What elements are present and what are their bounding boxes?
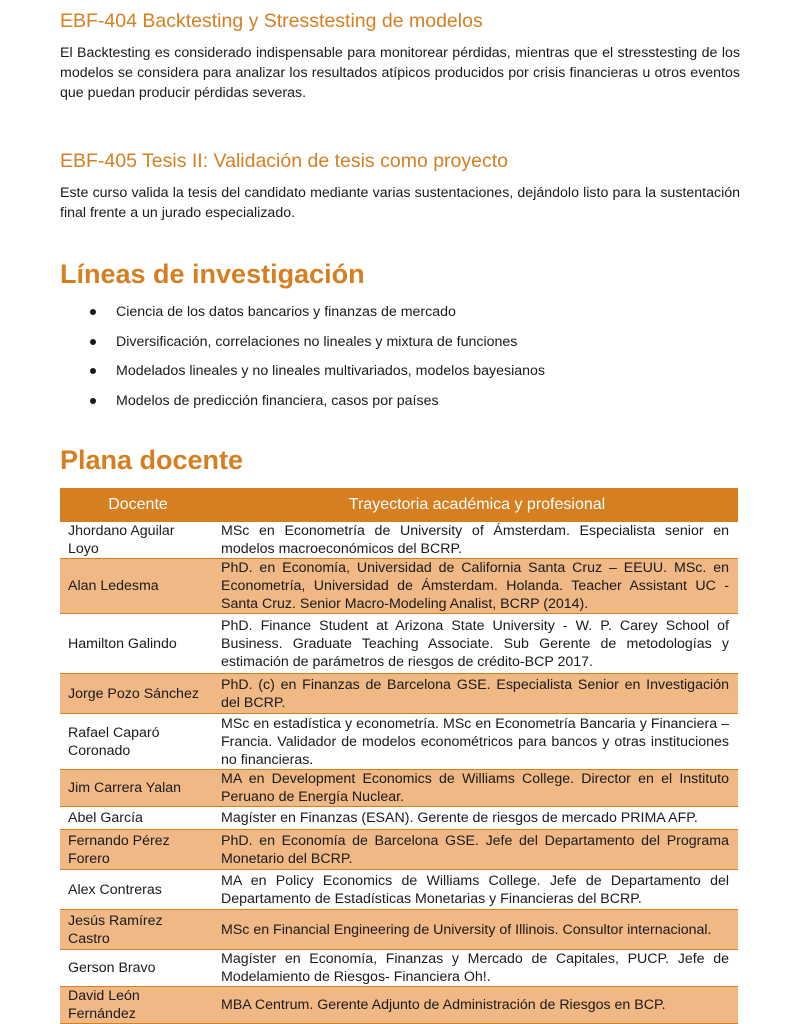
list-item xyxy=(60,302,740,332)
table-row xyxy=(60,770,738,807)
faculty-table xyxy=(60,488,738,1024)
table-row xyxy=(60,614,738,674)
faculty-name: Jim Carrera Yalan xyxy=(60,770,216,807)
faculty-profile: PhD. en Economía, Universidad de California Santa Cruz – EEUU. MSc. en Econometría, Universidad de Ámsterdam. Holanda. Teacher Assistant UC - Santa Cruz. Senior Macro-Modeling Analist, BCRP (2014). xyxy=(216,559,738,614)
faculty-profile: MSc en Financial Engineering de University of Illinois. Consultor internacional. xyxy=(216,910,738,950)
list-item xyxy=(60,332,740,362)
research-line-text: Ciencia de los datos bancarios y finanzas de mercado xyxy=(116,304,456,320)
bullet-icon xyxy=(90,309,96,315)
course-title-ebf-405: EBF-405 Tesis II: Validación de tesis como proyecto xyxy=(60,150,508,172)
faculty-profile: MSc en estadística y econometría. MSc en Econometría Bancaria y Financiera – Francia. Validador de modelos econométricos para bancos y otras instituciones no financieras. xyxy=(216,714,738,770)
research-line-text: Modelos de predicción financiera, casos por países xyxy=(116,392,439,409)
faculty-profile: PhD. en Economía de Barcelona GSE. Jefe del Departamento del Programa Monetario del BCRP. xyxy=(216,830,738,870)
faculty-name: Gerson Bravo xyxy=(60,950,216,987)
table-row xyxy=(60,830,738,870)
research-lines-list xyxy=(60,302,740,420)
faculty-profile: Magíster en Economía, Finanzas y Mercado de Capitales, PUCP. Jefe de Modelamiento de Riesgos- Financiera Oh!. xyxy=(216,950,738,987)
faculty-name: Alan Ledesma xyxy=(60,559,216,614)
course-description-ebf-404: El Backtesting es considerado indispensable para monitorear pérdidas, mientras que el stresstesting de los modelos se considera para analizar los resultados atípicos producidos por crisis financieras u otros eventos que puedan producir pérdidas severas. xyxy=(60,45,740,101)
faculty-profile: Magíster en Finanzas (ESAN). Gerente de riesgos de mercado PRIMA AFP. xyxy=(216,807,738,830)
faculty-name: Alex Contreras xyxy=(60,870,216,910)
faculty-name: David León Fernández xyxy=(60,987,216,1024)
column-header-trayectoria: Trayectoria académica y profesional xyxy=(216,488,738,522)
course-description-ebf-405: Este curso valida la tesis del candidato mediante varias sustentaciones, dejándolo listo para la sustentación final frente a un jurado especializado. xyxy=(60,185,740,221)
table-row xyxy=(60,559,738,614)
table-row xyxy=(60,950,738,987)
table-row xyxy=(60,714,738,770)
faculty-profile: PhD. (c) en Finanzas de Barcelona GSE. Especialista Senior en Investigación del BCRP. xyxy=(216,674,738,714)
table-row xyxy=(60,870,738,910)
course-title-ebf-404: EBF-404 Backtesting y Stresstesting de modelos xyxy=(60,10,483,32)
faculty-profile: MBA Centrum. Gerente Adjunto de Administración de Riesgos en BCP. xyxy=(216,987,738,1024)
faculty-profile: MA en Policy Economics de Williams College. Jefe de Departamento del Departamento de Estadísticas Monetarias y Financieras del BCRP. xyxy=(216,870,738,910)
research-line-text: Diversificación, correlaciones no lineales y mixtura de funciones xyxy=(116,333,518,350)
table-row xyxy=(60,522,738,559)
table-row xyxy=(60,910,738,950)
faculty-heading: Plana docente xyxy=(60,445,244,475)
list-item xyxy=(60,391,740,421)
bullet-icon xyxy=(90,398,96,404)
faculty-profile: MSc en Econometría de University of Ámsterdam. Especialista senior en modelos macroeconómicos del BCRP. xyxy=(216,522,738,559)
faculty-name: Rafael Caparó Coronado xyxy=(60,714,216,770)
faculty-name: Fernando Pérez Forero xyxy=(60,830,216,870)
column-header-docente: Docente xyxy=(60,488,216,522)
faculty-name: Abel García xyxy=(60,807,216,830)
faculty-profile: PhD. Finance Student at Arizona State University - W. P. Carey School of Business. Graduate Teaching Associate. Sub Gerente de metodologías y estimación de parámetros de riesgos de crédito-BCP 2017. xyxy=(216,614,738,674)
table-header-row xyxy=(60,488,738,522)
faculty-name: Hamilton Galindo xyxy=(60,614,216,674)
research-lines-heading: Líneas de investigación xyxy=(60,259,365,289)
bullet-icon xyxy=(90,339,96,345)
faculty-name: Jhordano Aguilar Loyo xyxy=(60,522,216,559)
faculty-name: Jesús Ramírez Castro xyxy=(60,910,216,950)
faculty-name: Jorge Pozo Sánchez xyxy=(60,674,216,714)
list-item xyxy=(60,361,740,391)
bullet-icon xyxy=(90,368,96,374)
table-row xyxy=(60,674,738,714)
faculty-profile: MA en Development Economics de Williams College. Director en el Instituto Peruano de Energía Nuclear. xyxy=(216,770,738,807)
table-row xyxy=(60,987,738,1024)
table-row xyxy=(60,807,738,830)
research-line-text: Modelados lineales y no lineales multivariados, modelos bayesianos xyxy=(116,363,546,379)
